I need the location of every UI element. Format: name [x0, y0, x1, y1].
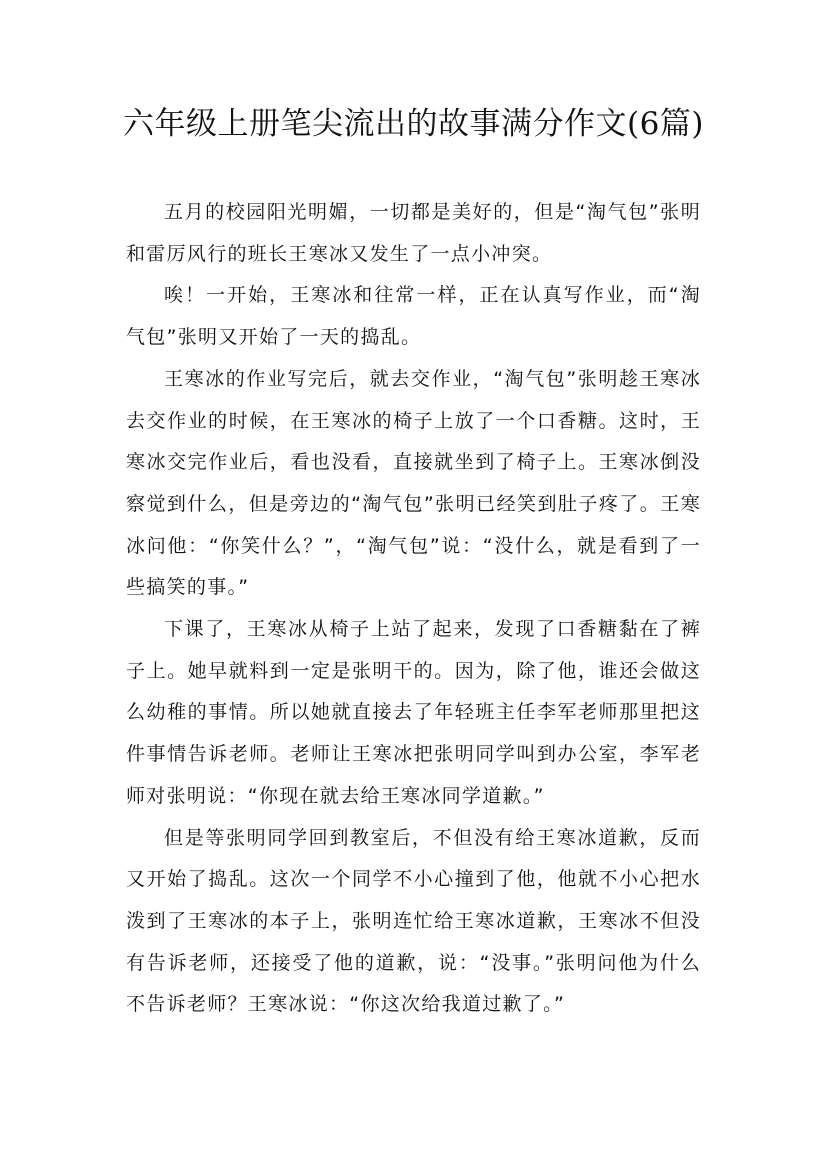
paragraph-5: 但是等张明同学回到教室后，不但没有给王寒冰道歉，反而又开始了捣乱。这次一个同学不小心撞到了他，他就不小心把水泼到了王寒冰的本子上，张明连忙给王寒冰道歉，王寒冰不但没有告诉老师，还接受了他的道歉，说：“没事。”张明问他为什么不告诉老师？王寒冰说：“你这次给我道过歉了。” [126, 826, 701, 1016]
document-title: 六年级上册笔尖流出的故事满分作文(6篇) [123, 106, 704, 142]
paragraph-1: 五月的校园阳光明媚，一切都是美好的，但是“淘气包”张明和雷厉风行的班长王寒冰又发生了一点小冲突。 [126, 201, 701, 265]
paragraph-3: 王寒冰的作业写完后，就去交作业，“淘气包”张明趁王寒冰去交作业的时候，在王寒冰的椅子上放了一个口香糖。这时，王寒冰交完作业后，看也没看，直接就坐到了椅子上。王寒冰倒没察觉到什么，但是旁边的“淘气包”张明已经笑到肚子疼了。王寒冰问他：“你笑什么？”，“淘气包”说：“没什么，就是看到了一些搞笑的事。” [126, 367, 701, 599]
document-body [126, 192, 701, 1026]
paragraph-4: 下课了，王寒冰从椅子上站了起来，发现了口香糖黏在了裤子上。她早就料到一定是张明干的。因为，除了他，谁还会做这么幼稚的事情。所以她就直接去了年轻班主任李军老师那里把这件事情告诉老师。老师让王寒冰把张明同学叫到办公室，李军老师对张明说：“你现在就去给王寒冰同学道歉。” [126, 618, 701, 807]
paragraph-2: 唉！一开始，王寒冰和往常一样，正在认真写作业，而“淘气包”张明又开始了一天的捣乱。 [126, 284, 701, 349]
